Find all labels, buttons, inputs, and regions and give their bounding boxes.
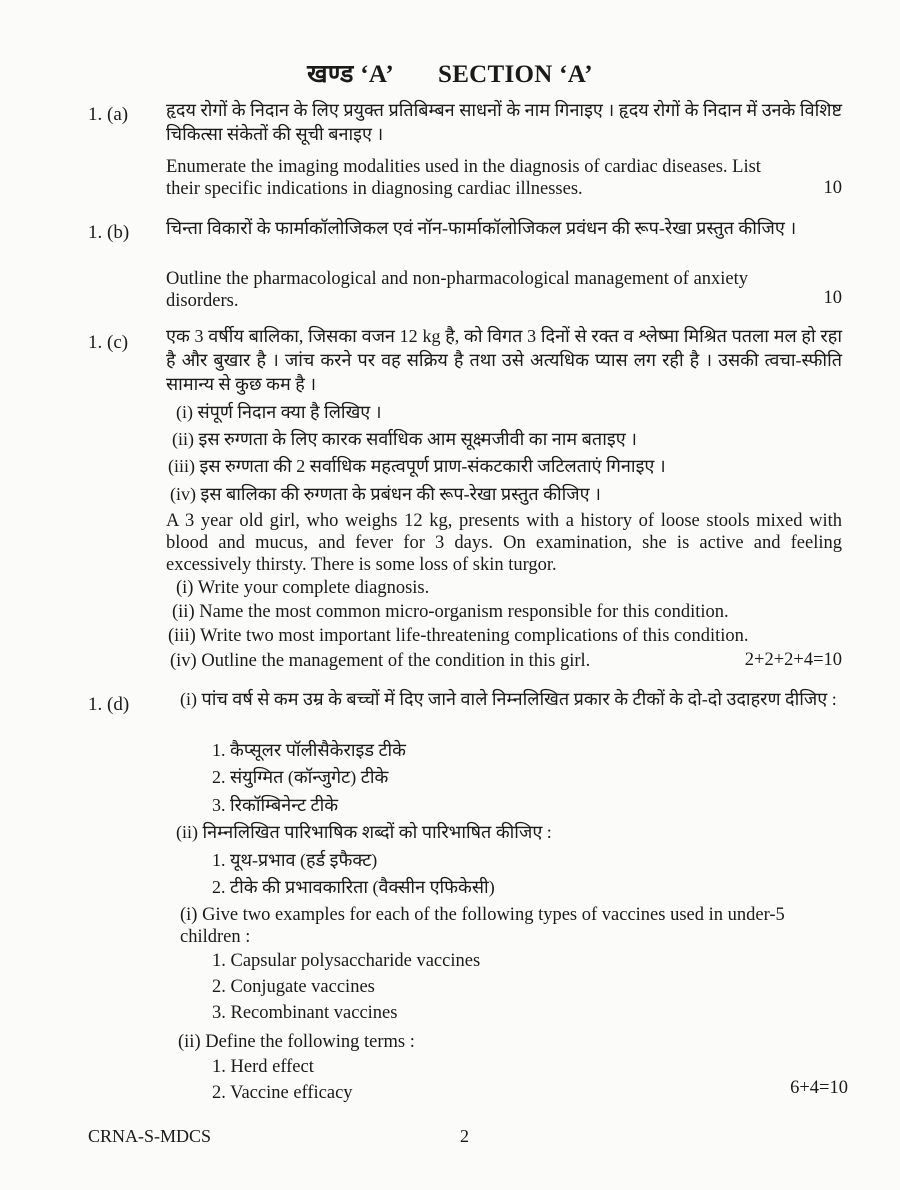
section-heading-english: SECTION ‘A’ [437, 61, 593, 88]
question-number-1a: 1. (a) [88, 104, 129, 125]
question-1c-hindi-item-iv: (iv) इस बालिका की रुग्णता के प्रबंधन की रूप-रेखा प्रस्तुत कीजिए । [170, 484, 601, 504]
question-1d-english-part-i-item-2: 2. Conjugate vaccines [212, 977, 375, 997]
question-1a-marks: 10 [823, 178, 842, 198]
question-1c-english: A 3 year old girl, who weighs 12 kg, presents with a history of loose stools mixed with blood and mucus, and fever for 3 days. On examination, she is active and feeling excessively thirsty. There is some loss of skin turgor. [166, 511, 842, 575]
question-1a-english-line1: Enumerate the imaging modalities used in the diagnosis of cardiac diseases. List [166, 157, 761, 177]
question-1c-english-item-iii: (iii) Write two most important life-threatening complications of this condition. [168, 626, 749, 646]
question-1d-english-part-i-item-3: 3. Recombinant vaccines [212, 1003, 398, 1023]
page-number: 2 [460, 1126, 469, 1146]
question-1d-hindi-part-i-item-1: 1. कैप्सूलर पॉलीसैकेराइड टीके [212, 740, 407, 760]
question-1c-hindi-item-i: (i) संपूर्ण निदान क्या है लिखिए । [176, 402, 382, 422]
question-1c-hindi: एक 3 वर्षीय बालिका, जिसका वजन 12 kg है, को विगत 3 दिनों से रक्त व श्लेष्मा मिश्रित पतला मल हो रहा है और बुखार है । जांच करने पर वह सक्रिय है तथा उसे अत्यधिक प्यास लग रही है । उसकी त्वचा-स्फीति सामान्य से कुछ कम है । [166, 326, 842, 394]
question-1c-english-item-i: (i) Write your complete diagnosis. [176, 578, 430, 598]
question-1d-hindi-part-ii-item-2: 2. टीके की प्रभावकारिता (वैक्सीन एफिकेसी) [212, 877, 495, 897]
question-1d-hindi-part-ii: (ii) निम्नलिखित पारिभाषिक शब्दों को पारिभाषित कीजिए : [176, 822, 552, 842]
question-1d-english-part-ii-item-1: 1. Herd effect [212, 1057, 314, 1077]
question-1c-english-item-ii: (ii) Name the most common micro-organism responsible for this condition. [172, 602, 729, 622]
question-number-1d: 1. (d) [88, 694, 130, 715]
question-1d-english-part-i-item-1: 1. Capsular polysaccharide vaccines [212, 951, 481, 971]
question-1d-english-part-ii: (ii) Define the following terms : [178, 1032, 415, 1052]
section-heading [0, 56, 900, 90]
question-number-1c: 1. (c) [88, 332, 129, 353]
question-1c-hindi-item-iii: (iii) इस रुग्णता की 2 सर्वाधिक महत्वपूर्ण प्राण-संकटकारी जटिलताएं गिनाइए । [168, 456, 666, 476]
question-1b-english-line1: Outline the pharmacological and non-pharmacological management of anxiety [166, 269, 749, 289]
question-1d-hindi-part-ii-item-1: 1. यूथ-प्रभाव (हर्ड इफैक्ट) [212, 850, 378, 870]
question-1b-english-line2: disorders. [166, 291, 239, 311]
question-1d-hindi-part-i-item-2: 2. संयुग्मित (कॉन्जुगेट) टीके [212, 767, 389, 787]
question-1b-hindi: चिन्ता विकारों के फार्माकॉलोजिकल एवं नॉन-फार्माकॉलोजिकल प्रवंधन की रूप-रेखा प्रस्तुत कीजिए । [166, 218, 797, 238]
question-1d-hindi-part-i: (i) पांच वर्ष से कम उम्र के बच्चों में दिए जाने वाले निम्नलिखित प्रकार के टीकों के दो-दो उदाहरण दीजिए : [180, 689, 837, 709]
paper-code: CRNA-S-MDCS [88, 1126, 212, 1146]
question-1c-english-item-iv: (iv) Outline the management of the condition in this girl. [170, 651, 591, 671]
section-heading-hindi: खण्ड ‘A’ [307, 61, 394, 88]
question-1d-hindi-part-i-item-3: 3. रिकॉम्बिनेन्ट टीके [212, 795, 339, 815]
question-1d-english-part-ii-item-2: 2. Vaccine efficacy [212, 1083, 353, 1103]
question-1c-hindi-item-ii: (ii) इस रुग्णता के लिए कारक सर्वाधिक आम सूक्ष्मजीवी का नाम बताइए । [172, 429, 637, 449]
question-1d-english-part-i: (i) Give two examples for each of the following types of vaccines used in under-5 children : [180, 905, 785, 947]
question-1a-hindi: हृदय रोगों के निदान के लिए प्रयुक्त प्रतिबिम्बन साधनों के नाम गिनाइए । हृदय रोगों के निदान में उनके विशिष्ट चिकित्सा संकेतों की सूची बनाइए । [166, 100, 842, 144]
question-1b-marks: 10 [823, 288, 842, 308]
question-1d-marks: 6+4=10 [790, 1078, 848, 1098]
question-1c-marks: 2+2+2+4=10 [744, 650, 842, 670]
question-number-1b: 1. (b) [88, 222, 130, 243]
question-1a-english-line2: their specific indications in diagnosing cardiac illnesses. [166, 179, 583, 199]
